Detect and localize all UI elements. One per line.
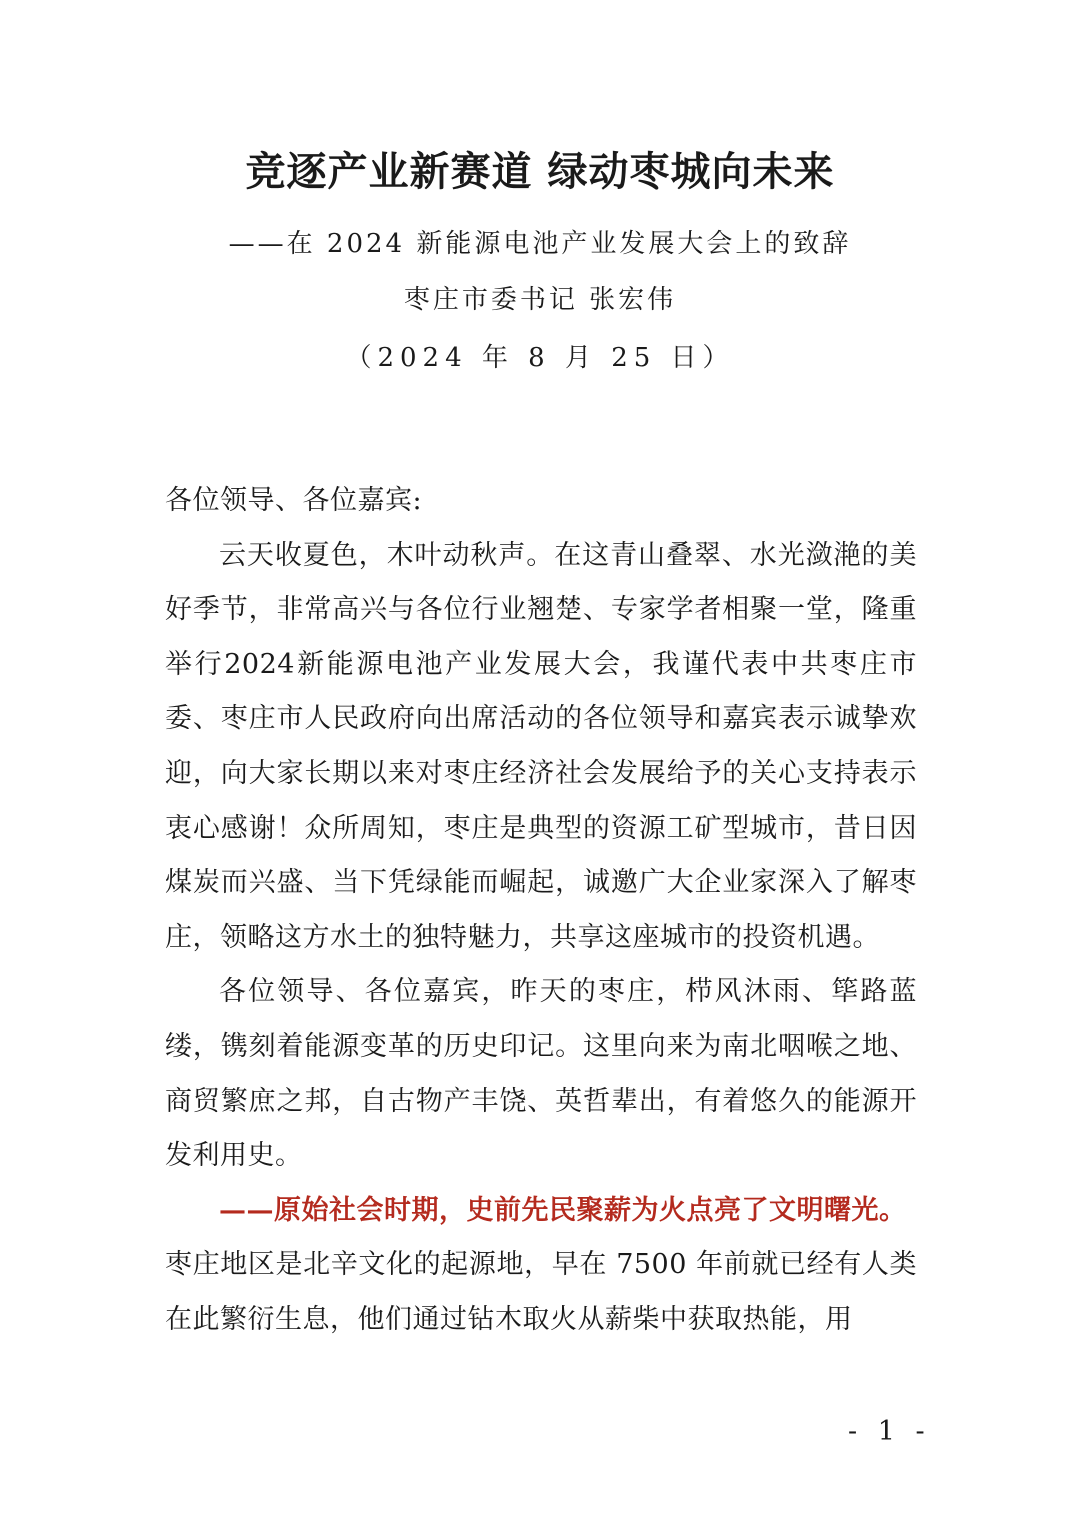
paragraph-1: 云天收夏色，木叶动秋声。在这青山叠翠、水光潋滟的美好季节，非常高兴与各位行业翘楚、专家学者相聚一堂，隆重举行2024新能源电池产业发展大会，我谨代表中共枣庄市委、枣庄市人民政府向出席活动的各位领导和嘉宾表示诚挚欢迎，向大家长期以来对枣庄经济社会发展给予的关心支持表示衷心感谢！众所周知，枣庄是典型的资源工矿型城市，昔日因煤炭而兴盛、当下凭绿能而崛起，诚邀广大企业家深入了解枣庄，领略这方水土的独特魅力，共享这座城市的投资机遇。	[165, 539, 917, 953]
document-subtitle: ——在 2024 新能源电池产业发展大会上的致辞	[228, 229, 852, 259]
document-author: 枣庄市委书记 张宏伟	[403, 285, 677, 315]
page-number: - 1 -	[848, 1416, 931, 1447]
document-date: （2024 年 8 月 25 日）	[345, 343, 735, 373]
paragraph-3: 枣庄地区是北辛文化的起源地，早在 7500 年前就已经有人类在此繁衍生息，他们通过钻木取火从薪柴中获取热能，用	[165, 1249, 917, 1335]
document-title: 竞逐产业新赛道 绿动枣城向未来	[245, 148, 835, 195]
document-body	[165, 474, 917, 1348]
paragraph-2: 各位领导、各位嘉宾，昨天的枣庄，栉风沐雨、筚路蓝缕，镌刻着能源变革的历史印记。这里向来为南北咽喉之地、商贸繁庶之邦，自古物产丰饶、英哲辈出，有着悠久的能源开发利用史。	[165, 976, 917, 1172]
salutation: 各位领导、各位嘉宾:	[165, 485, 423, 516]
highlight-heading: ——原始社会时期，史前先民聚薪为火点亮了文明曙光。	[219, 1194, 907, 1226]
